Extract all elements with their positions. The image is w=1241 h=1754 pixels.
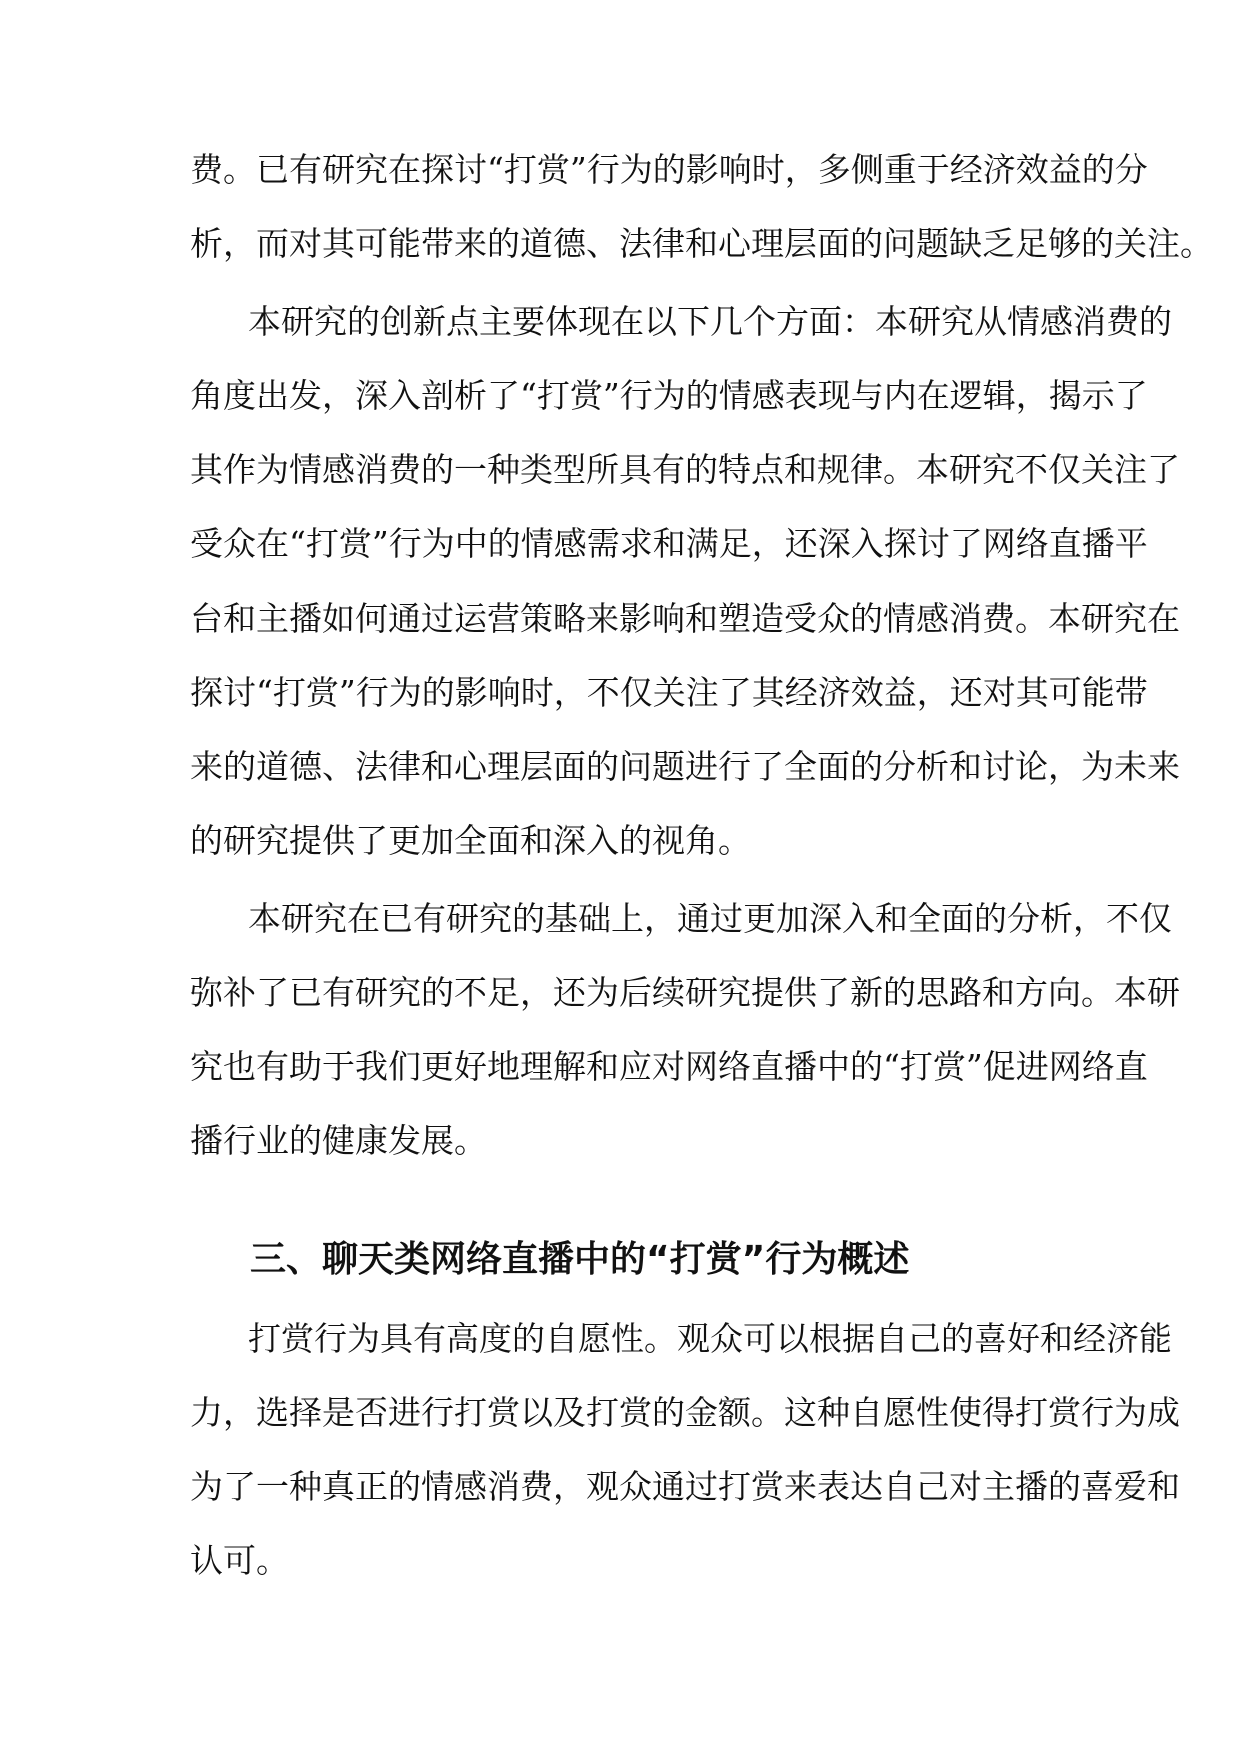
paragraph-3-line-4: 播行业的健康发展。 xyxy=(190,1121,487,1160)
section-paragraph-line-4: 认可。 xyxy=(190,1541,289,1580)
section-heading: 三、聊天类网络直播中的“打赏”行为概述 xyxy=(250,1239,910,1280)
paragraph-2-line-3: 其作为情感消费的一种类型所具有的特点和规律。本研究不仅关注了 xyxy=(190,450,1180,489)
paragraph-3-line-2: 弥补了已有研究的不足，还为后续研究提供了新的思路和方向。本研 xyxy=(190,973,1180,1012)
paragraph-1-line-2: 析，而对其可能带来的道德、法律和心理层面的问题缺乏足够的关注。 xyxy=(190,224,1213,263)
paragraph-2-line-5: 台和主播如何通过运营策略来影响和塑造受众的情感消费。本研究在 xyxy=(190,599,1180,638)
paragraph-2-line-8: 的研究提供了更加全面和深入的视角。 xyxy=(190,821,751,860)
paragraph-2-line-7: 来的道德、法律和心理层面的问题进行了全面的分析和讨论，为未来 xyxy=(190,747,1180,786)
paragraph-2-line-2: 角度出发，深入剖析了“打赏”行为的情感表现与内在逻辑，揭示了 xyxy=(190,376,1148,415)
paragraph-2-line-6: 探讨“打赏”行为的影响时，不仅关注了其经济效益，还对其可能带 xyxy=(190,673,1148,712)
section-paragraph-line-3: 为了一种真正的情感消费，观众通过打赏来表达自己对主播的喜爱和 xyxy=(190,1467,1180,1506)
paragraph-2-line-4: 受众在“打赏”行为中的情感需求和满足，还深入探讨了网络直播平 xyxy=(190,524,1148,563)
paragraph-3-line-3: 究也有助于我们更好地理解和应对网络直播中的“打赏”促进网络直 xyxy=(190,1047,1148,1086)
paragraph-2-line-1: 本研究的创新点主要体现在以下几个方面：本研究从情感消费的 xyxy=(248,302,1172,341)
section-paragraph-line-2: 力，选择是否进行打赏以及打赏的金额。这种自愿性使得打赏行为成 xyxy=(190,1393,1180,1432)
paragraph-1-line-1: 费。已有研究在探讨“打赏”行为的影响时，多侧重于经济效益的分 xyxy=(190,150,1148,189)
paragraph-3-line-1: 本研究在已有研究的基础上，通过更加深入和全面的分析，不仅 xyxy=(248,899,1172,938)
section-paragraph-line-1: 打赏行为具有高度的自愿性。观众可以根据自己的喜好和经济能 xyxy=(248,1319,1172,1358)
